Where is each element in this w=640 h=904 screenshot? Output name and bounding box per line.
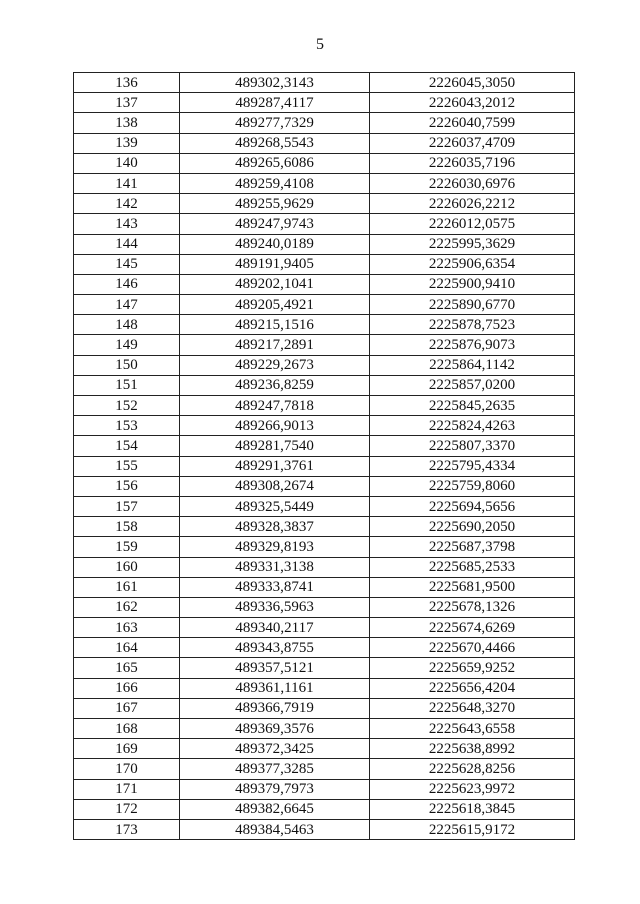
table-row	[74, 638, 575, 658]
table-row	[74, 173, 575, 193]
x-coordinate-cell: 489277,7329	[180, 113, 370, 133]
x-coordinate-cell: 489229,2673	[180, 355, 370, 375]
x-coordinate-cell: 489202,1041	[180, 274, 370, 294]
y-coordinate-cell: 2225995,3629	[370, 234, 575, 254]
y-coordinate-cell: 2225687,3798	[370, 537, 575, 557]
x-coordinate-cell: 489377,3285	[180, 759, 370, 779]
y-coordinate-cell: 2225618,3845	[370, 799, 575, 819]
y-coordinate-cell: 2225900,9410	[370, 274, 575, 294]
table-row	[74, 597, 575, 617]
point-number-cell: 150	[74, 355, 180, 375]
point-number-cell: 154	[74, 436, 180, 456]
point-number-cell: 142	[74, 194, 180, 214]
x-coordinate-cell: 489281,7540	[180, 436, 370, 456]
y-coordinate-cell: 2226043,2012	[370, 93, 575, 113]
point-number-cell: 140	[74, 153, 180, 173]
point-number-cell: 170	[74, 759, 180, 779]
x-coordinate-cell: 489291,3761	[180, 456, 370, 476]
table-row	[74, 537, 575, 557]
point-number-cell: 144	[74, 234, 180, 254]
table-row	[74, 557, 575, 577]
x-coordinate-cell: 489302,3143	[180, 73, 370, 93]
y-coordinate-cell: 2225694,5656	[370, 496, 575, 516]
y-coordinate-cell: 2226012,0575	[370, 214, 575, 234]
y-coordinate-cell: 2226040,7599	[370, 113, 575, 133]
table-row	[74, 295, 575, 315]
point-number-cell: 143	[74, 214, 180, 234]
point-number-cell: 156	[74, 476, 180, 496]
point-number-cell: 153	[74, 416, 180, 436]
point-number-cell: 149	[74, 335, 180, 355]
y-coordinate-cell: 2225656,4204	[370, 678, 575, 698]
point-number-cell: 138	[74, 113, 180, 133]
table-row	[74, 133, 575, 153]
x-coordinate-cell: 489205,4921	[180, 295, 370, 315]
y-coordinate-cell: 2225648,3270	[370, 698, 575, 718]
x-coordinate-cell: 489247,7818	[180, 396, 370, 416]
point-number-cell: 163	[74, 618, 180, 638]
y-coordinate-cell: 2225638,8992	[370, 739, 575, 759]
table-row	[74, 274, 575, 294]
x-coordinate-cell: 489265,6086	[180, 153, 370, 173]
y-coordinate-cell: 2225670,4466	[370, 638, 575, 658]
y-coordinate-cell: 2225659,9252	[370, 658, 575, 678]
table-row	[74, 214, 575, 234]
table-row	[74, 194, 575, 214]
y-coordinate-cell: 2226037,4709	[370, 133, 575, 153]
y-coordinate-cell: 2225674,6269	[370, 618, 575, 638]
point-number-cell: 139	[74, 133, 180, 153]
point-number-cell: 169	[74, 739, 180, 759]
x-coordinate-cell: 489366,7919	[180, 698, 370, 718]
y-coordinate-cell: 2225857,0200	[370, 375, 575, 395]
x-coordinate-cell: 489329,8193	[180, 537, 370, 557]
y-coordinate-cell: 2225878,7523	[370, 315, 575, 335]
y-coordinate-cell: 2225845,2635	[370, 396, 575, 416]
x-coordinate-cell: 489357,5121	[180, 658, 370, 678]
point-number-cell: 168	[74, 719, 180, 739]
table-row	[74, 819, 575, 839]
x-coordinate-cell: 489236,8259	[180, 375, 370, 395]
table-row	[74, 476, 575, 496]
x-coordinate-cell: 489382,6645	[180, 799, 370, 819]
table-row	[74, 456, 575, 476]
point-number-cell: 136	[74, 73, 180, 93]
table-row	[74, 396, 575, 416]
y-coordinate-cell: 2225807,3370	[370, 436, 575, 456]
coordinates-table-body	[74, 73, 575, 840]
x-coordinate-cell: 489247,9743	[180, 214, 370, 234]
y-coordinate-cell: 2225628,8256	[370, 759, 575, 779]
x-coordinate-cell: 489308,2674	[180, 476, 370, 496]
point-number-cell: 173	[74, 819, 180, 839]
page-number: 5	[316, 36, 324, 53]
y-coordinate-cell: 2225906,6354	[370, 254, 575, 274]
point-number-cell: 146	[74, 274, 180, 294]
point-number-cell: 141	[74, 173, 180, 193]
x-coordinate-cell: 489331,3138	[180, 557, 370, 577]
point-number-cell: 155	[74, 456, 180, 476]
table-row	[74, 678, 575, 698]
y-coordinate-cell: 2226035,7196	[370, 153, 575, 173]
x-coordinate-cell: 489328,3837	[180, 517, 370, 537]
x-coordinate-cell: 489340,2117	[180, 618, 370, 638]
x-coordinate-cell: 489343,8755	[180, 638, 370, 658]
x-coordinate-cell: 489372,3425	[180, 739, 370, 759]
y-coordinate-cell: 2225685,2533	[370, 557, 575, 577]
point-number-cell: 166	[74, 678, 180, 698]
point-number-cell: 160	[74, 557, 180, 577]
table-row	[74, 698, 575, 718]
table-row	[74, 739, 575, 759]
x-coordinate-cell: 489379,7973	[180, 779, 370, 799]
y-coordinate-cell: 2225615,9172	[370, 819, 575, 839]
table-row	[74, 416, 575, 436]
table-row	[74, 93, 575, 113]
x-coordinate-cell: 489325,5449	[180, 496, 370, 516]
table-row	[74, 719, 575, 739]
y-coordinate-cell: 2225795,4334	[370, 456, 575, 476]
x-coordinate-cell: 489255,9629	[180, 194, 370, 214]
point-number-cell: 172	[74, 799, 180, 819]
point-number-cell: 151	[74, 375, 180, 395]
y-coordinate-cell: 2225759,8060	[370, 476, 575, 496]
table-row	[74, 618, 575, 638]
table-row	[74, 517, 575, 537]
y-coordinate-cell: 2225623,9972	[370, 779, 575, 799]
x-coordinate-cell: 489268,5543	[180, 133, 370, 153]
x-coordinate-cell: 489287,4117	[180, 93, 370, 113]
point-number-cell: 148	[74, 315, 180, 335]
table-row	[74, 799, 575, 819]
x-coordinate-cell: 489336,5963	[180, 597, 370, 617]
point-number-cell: 171	[74, 779, 180, 799]
table-row	[74, 759, 575, 779]
y-coordinate-cell: 2225864,1142	[370, 355, 575, 375]
y-coordinate-cell: 2225824,4263	[370, 416, 575, 436]
table-row	[74, 73, 575, 93]
x-coordinate-cell: 489259,4108	[180, 173, 370, 193]
point-number-cell: 161	[74, 577, 180, 597]
y-coordinate-cell: 2226045,3050	[370, 73, 575, 93]
y-coordinate-cell: 2226026,2212	[370, 194, 575, 214]
y-coordinate-cell: 2225876,9073	[370, 335, 575, 355]
y-coordinate-cell: 2226030,6976	[370, 173, 575, 193]
point-number-cell: 164	[74, 638, 180, 658]
point-number-cell: 165	[74, 658, 180, 678]
x-coordinate-cell: 489240,0189	[180, 234, 370, 254]
coordinates-table	[73, 72, 575, 840]
table-row	[74, 113, 575, 133]
table-row	[74, 496, 575, 516]
x-coordinate-cell: 489369,3576	[180, 719, 370, 739]
point-number-cell: 158	[74, 517, 180, 537]
table-row	[74, 779, 575, 799]
point-number-cell: 157	[74, 496, 180, 516]
table-row	[74, 254, 575, 274]
table-row	[74, 315, 575, 335]
point-number-cell: 147	[74, 295, 180, 315]
table-row	[74, 577, 575, 597]
point-number-cell: 162	[74, 597, 180, 617]
table-row	[74, 234, 575, 254]
y-coordinate-cell: 2225643,6558	[370, 719, 575, 739]
table-row	[74, 355, 575, 375]
table-row	[74, 375, 575, 395]
point-number-cell: 137	[74, 93, 180, 113]
table-row	[74, 153, 575, 173]
table-row	[74, 436, 575, 456]
point-number-cell: 159	[74, 537, 180, 557]
y-coordinate-cell: 2225681,9500	[370, 577, 575, 597]
x-coordinate-cell: 489266,9013	[180, 416, 370, 436]
y-coordinate-cell: 2225678,1326	[370, 597, 575, 617]
x-coordinate-cell: 489384,5463	[180, 819, 370, 839]
x-coordinate-cell: 489333,8741	[180, 577, 370, 597]
y-coordinate-cell: 2225890,6770	[370, 295, 575, 315]
y-coordinate-cell: 2225690,2050	[370, 517, 575, 537]
table-row	[74, 658, 575, 678]
point-number-cell: 152	[74, 396, 180, 416]
x-coordinate-cell: 489361,1161	[180, 678, 370, 698]
x-coordinate-cell: 489191,9405	[180, 254, 370, 274]
x-coordinate-cell: 489217,2891	[180, 335, 370, 355]
table-row	[74, 335, 575, 355]
x-coordinate-cell: 489215,1516	[180, 315, 370, 335]
point-number-cell: 145	[74, 254, 180, 274]
point-number-cell: 167	[74, 698, 180, 718]
